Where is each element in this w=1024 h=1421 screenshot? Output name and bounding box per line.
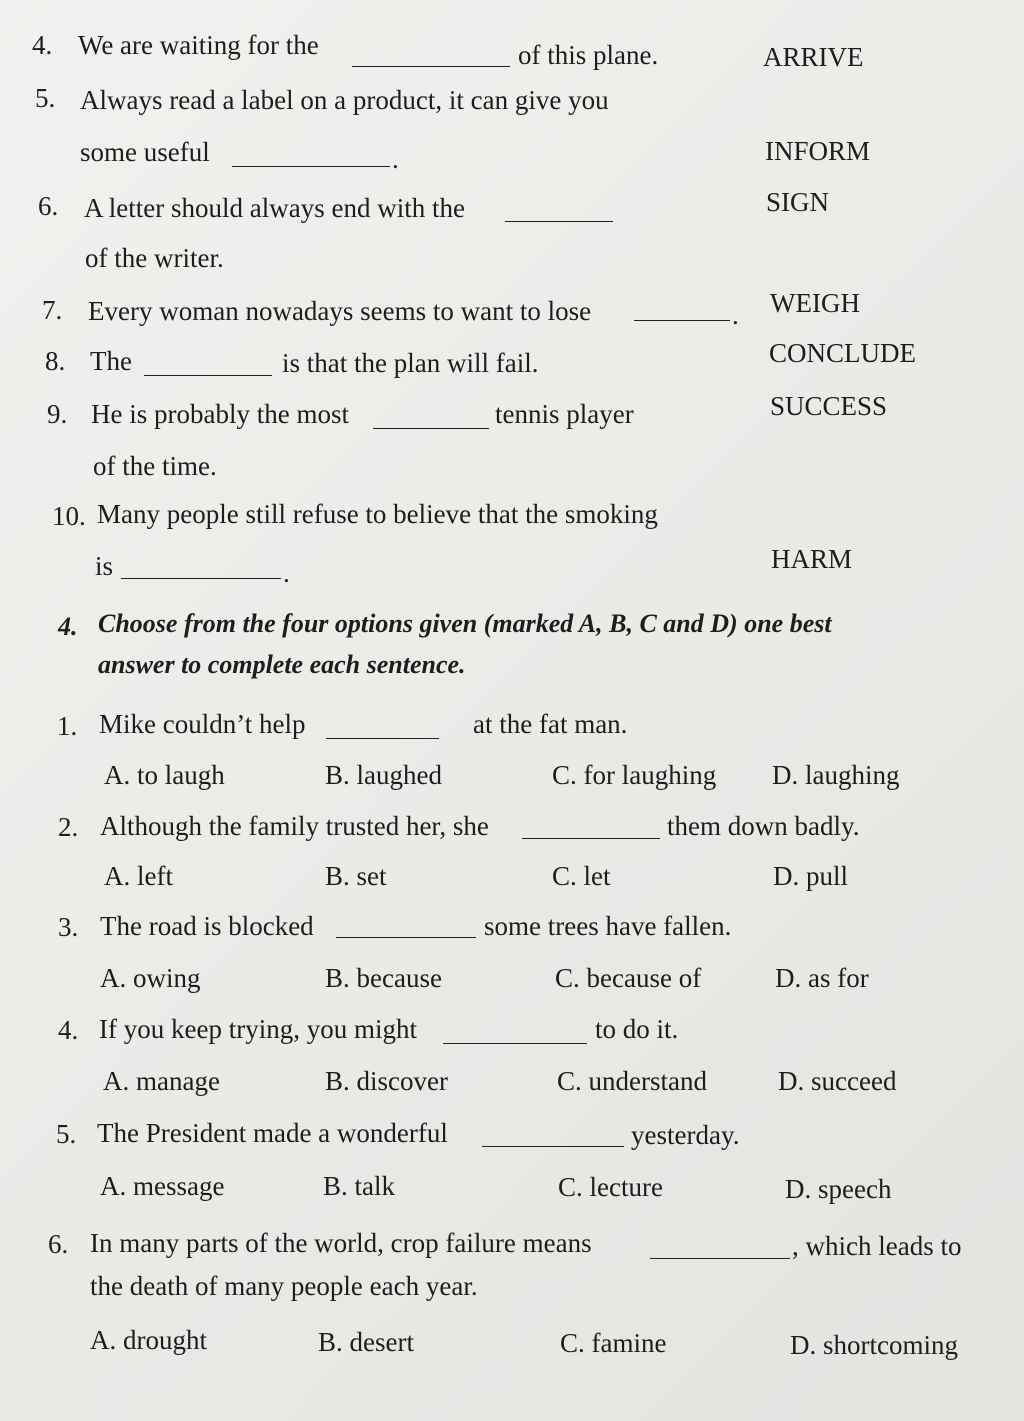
mc-q4-option-d: D. succeed — [778, 1066, 897, 1096]
mc-q2-answer-blank — [522, 838, 660, 839]
mc-q5-option-b: B. talk — [323, 1171, 395, 1201]
q8-base-word: CONCLUDE — [769, 338, 916, 368]
mc-q3-option-d: D. as for — [775, 963, 869, 993]
q9-text-end: tennis player — [495, 399, 634, 429]
section4-title-line1: Choose from the four options given (marked A, B, C and D) one best — [98, 609, 832, 638]
q8-text: The — [90, 346, 132, 376]
section4-title-line2: answer to complete each sentence. — [98, 650, 466, 679]
q5-number: 5. — [35, 83, 56, 113]
mc-q4-option-a: A. manage — [103, 1066, 220, 1096]
mc-q2-number: 2. — [58, 812, 79, 842]
q6-number: 6. — [38, 191, 59, 221]
q10-base-word: HARM — [771, 544, 853, 574]
mc-q3-text: The road is blocked — [100, 911, 314, 941]
mc-q2-option-d: D. pull — [773, 861, 849, 891]
mc-q4-number: 4. — [58, 1015, 79, 1045]
q6-text: A letter should always end with the — [84, 193, 465, 223]
mc-q6-number: 6. — [48, 1229, 69, 1259]
mc-q1-option-a: A. to laugh — [104, 760, 225, 790]
mc-q6-text: In many parts of the world, crop failure means — [90, 1228, 592, 1258]
q10-number: 10. — [52, 501, 86, 531]
mc-q5-number: 5. — [56, 1119, 77, 1149]
q4-text: We are waiting for the — [78, 30, 319, 60]
mc-q6-option-d: D. shortcoming — [790, 1330, 958, 1360]
mc-q3-text-end: some trees have fallen. — [484, 911, 732, 941]
section4-number: 4. — [58, 612, 78, 641]
q5-base-word: INFORM — [765, 136, 871, 166]
mc-q6-answer-blank — [650, 1258, 790, 1259]
mc-q6-text-end: , which leads to — [792, 1231, 962, 1261]
q7-base-word: WEIGH — [770, 288, 860, 318]
q6-text-line2: of the writer. — [85, 243, 224, 273]
q4-number: 4. — [32, 30, 53, 60]
q8-answer-blank — [144, 375, 272, 376]
q5-period: . — [392, 144, 399, 174]
mc-q2-text-end: them down badly. — [667, 811, 860, 841]
mc-q4-option-c: C. understand — [557, 1066, 707, 1096]
mc-q1-text-end: at the fat man. — [473, 709, 628, 739]
mc-q5-text-end: yesterday. — [631, 1120, 740, 1150]
q7-answer-blank — [634, 320, 730, 321]
q7-number: 7. — [42, 295, 63, 325]
mc-q3-option-b: B. because — [325, 963, 442, 993]
q10-text-line2: is — [95, 551, 114, 581]
mc-q3-option-c: C. because of — [555, 963, 702, 993]
mc-q1-number: 1. — [57, 711, 78, 741]
mc-q5-option-d: D. speech — [785, 1174, 892, 1204]
mc-q4-text: If you keep trying, you might — [99, 1014, 417, 1044]
mc-q1-answer-blank — [326, 738, 439, 739]
mc-q1-option-c: C. for laughing — [552, 760, 717, 790]
q10-period: . — [283, 558, 290, 588]
mc-q5-option-c: C. lecture — [558, 1172, 663, 1202]
q9-text: He is probably the most — [91, 399, 349, 429]
q9-text-line2: of the time. — [93, 451, 217, 481]
q4-answer-blank — [352, 66, 510, 67]
q4-base-word: ARRIVE — [763, 42, 864, 72]
mc-q2-option-b: B. set — [325, 861, 387, 891]
mc-q2-option-c: C. let — [552, 861, 611, 891]
q7-text: Every woman nowadays seems to want to lose — [88, 296, 592, 326]
mc-q4-answer-blank — [443, 1043, 587, 1044]
mc-q3-number: 3. — [58, 912, 79, 942]
mc-q5-text: The President made a wonderful — [97, 1118, 448, 1148]
q6-base-word: SIGN — [766, 187, 830, 217]
mc-q6-option-b: B. desert — [318, 1327, 414, 1357]
mc-q2-text: Although the family trusted her, she — [100, 811, 489, 841]
q9-number: 9. — [47, 399, 68, 429]
q5-answer-blank — [232, 166, 390, 167]
q4-text-end: of this plane. — [518, 40, 659, 70]
mc-q3-option-a: A. owing — [100, 963, 201, 993]
q8-text-end: is that the plan will fail. — [282, 348, 539, 378]
mc-q4-option-b: B. discover — [325, 1066, 448, 1096]
mc-q6-text-line2: the death of many people each year. — [90, 1271, 478, 1301]
mc-q6-option-c: C. famine — [560, 1328, 667, 1358]
mc-q1-option-d: D. laughing — [772, 760, 900, 790]
q5-text-line2: some useful — [80, 137, 210, 167]
q7-period: . — [732, 300, 739, 330]
mc-q5-answer-blank — [482, 1146, 624, 1147]
mc-q4-text-end: to do it. — [595, 1014, 679, 1044]
mc-q2-option-a: A. left — [104, 861, 173, 891]
q10-answer-blank — [121, 578, 281, 579]
q10-text-line1: Many people still refuse to believe that the smoking — [97, 499, 658, 529]
q9-base-word: SUCCESS — [770, 391, 888, 421]
q9-answer-blank — [373, 428, 489, 429]
mc-q1-text: Mike couldn’t help — [99, 709, 306, 739]
q5-text-line1: Always read a label on a product, it can give you — [80, 85, 609, 115]
mc-q5-option-a: A. message — [100, 1171, 225, 1201]
q8-number: 8. — [45, 346, 66, 376]
q6-answer-blank — [505, 221, 613, 222]
mc-q6-option-a: A. drought — [90, 1325, 207, 1355]
mc-q3-answer-blank — [336, 937, 476, 938]
mc-q1-option-b: B. laughed — [325, 760, 442, 790]
